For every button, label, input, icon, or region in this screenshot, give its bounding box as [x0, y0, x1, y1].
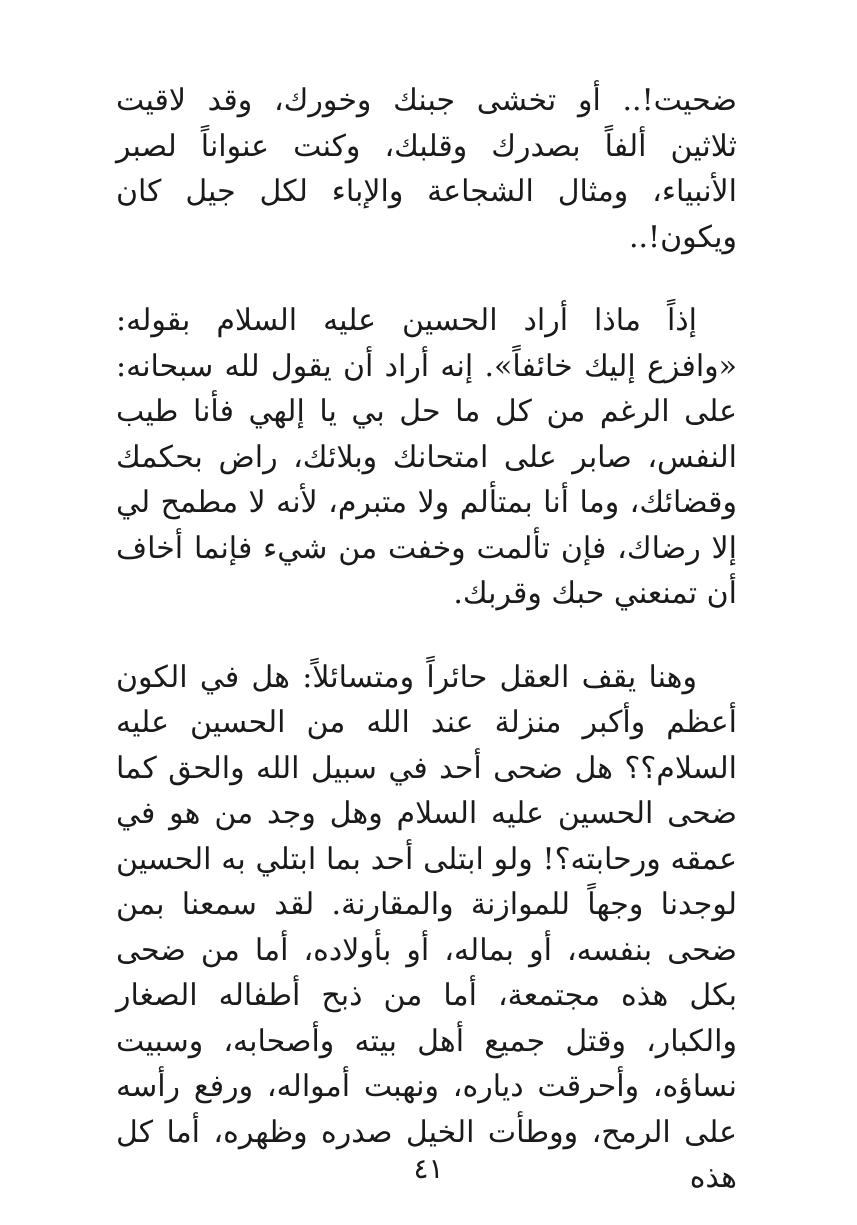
paragraph-3: وهنا يقف العقل حائراً ومتسائلاً: هل في الكون أعظم وأكبر منزلة عند الله من الحسين عليه السلام؟؟ هل ضحى أحد في سبيل الله والحق كما ضحى الحسين عليه السلام وهل وجد من هو في عمقه ورحابته؟! ولو ابتلى أحد بما ابتلي به الحسين لوجدنا وجهاً للموازنة والمقارنة. لقد سمعنا بمن ضحى بنفسه، أو بماله، أو بأولاده، أما من ضحى بكل هذه مجتمعة، أما من ذبح أطفاله الصغار والكبار، وقتل جميع أهل بيته وأصحابه، وسبيت نساؤه، وأحرقت دياره، ونهبت أمواله، ورفع رأسه على الرمح، ووطأت الخيل صدره وظهره، أما كل هذه — [116, 659, 737, 1195]
page-number: ٤١ — [413, 1152, 444, 1185]
paragraph-1: ضحيت!.. أو تخشى جبنك وخورك، وقد لاقيت ثلاثين ألفاً بصدرك وقلبك، وكنت عنواناً لصبر الأنبياء، ومثال الشجاعة والإباء لكل جيل كان ويكون!.. — [116, 83, 737, 255]
paragraph-2: إذاً ماذا أراد الحسين عليه السلام بقوله: «وافزع إليك خائفاً». إنه أراد أن يقول لله سبحانه: على الرغم من كل ما حل بي يا إلهي فأنا طيب النفس، صابر على امتحانك وبلائك، راض بحكمك وقضائك، وما أنا بمتألم ولا متبرم، لأنه لا مطمح لي إلا رضاك، فإن تألمت وخفت من شيء فإنما أخاف أن تمنعني حبك وقربك. — [116, 303, 737, 611]
